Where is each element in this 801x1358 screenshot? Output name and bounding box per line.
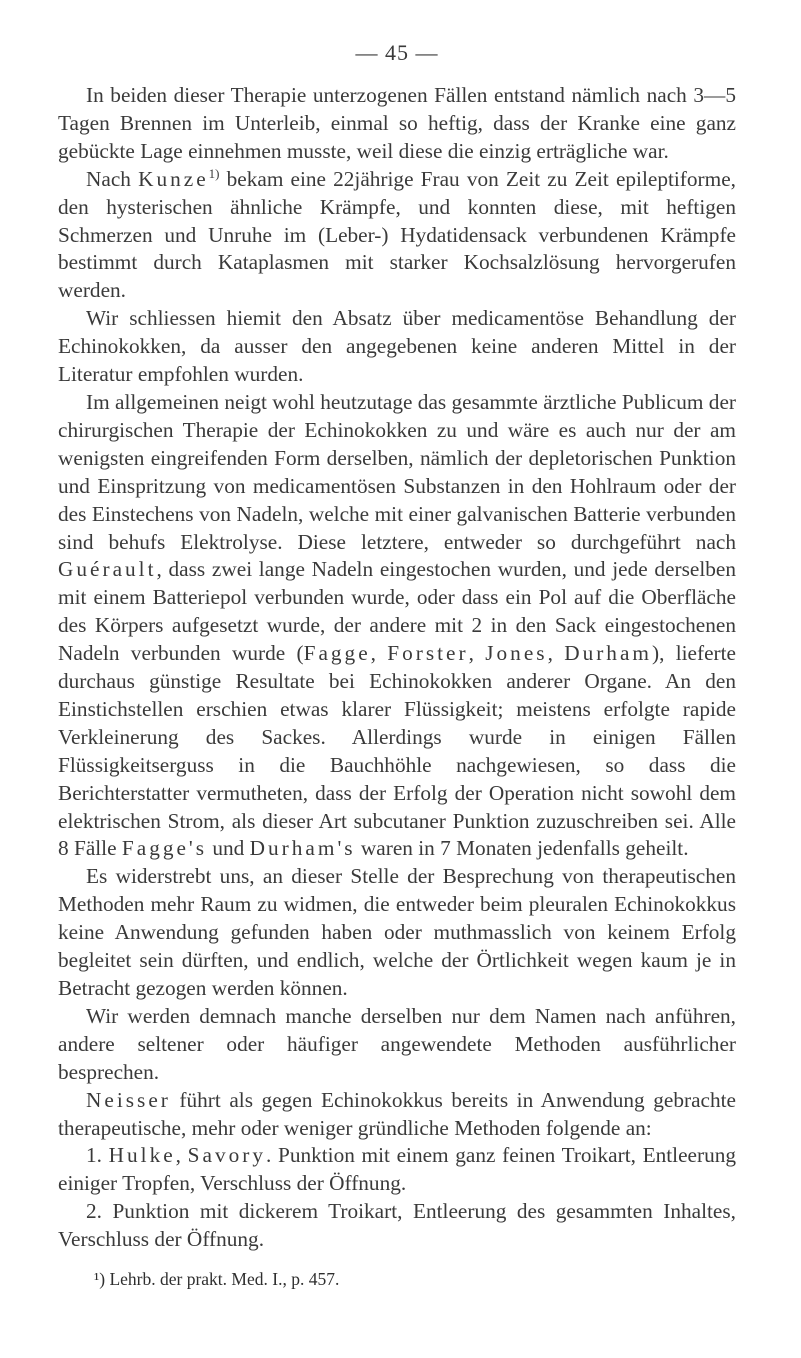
- author-name-fagge-possessive: Fagge's: [121, 836, 208, 861]
- paragraph-3: Wir schliessen hiemit den Absatz über medicamentöse Behandlung der Echinokokken, da ausser den angegebenen keine anderen Mittel in der Literatur empfohlen wurden.: [58, 306, 736, 387]
- paragraph-7: [58, 1087, 736, 1143]
- author-name-jones: Jones: [485, 641, 548, 666]
- footnote: [94, 1268, 736, 1290]
- author-name-forster: Forster: [387, 641, 469, 666]
- text-run: . Punktion mit einem ganz feinen Troikart, Entleerung einiger Tropfen, Verschluss der Öffnung.: [58, 1143, 737, 1196]
- text-run: und: [207, 836, 250, 861]
- text-run: ,: [370, 641, 388, 666]
- text-run: ,: [175, 1143, 188, 1168]
- list-number: 1.: [86, 1143, 109, 1168]
- text-run: ,: [547, 641, 565, 666]
- paragraph-1: In beiden dieser Therapie unterzogenen Fällen entstand nämlich nach 3—5 Tagen Brennen im Unterleib, einmal so heftig, dass der Kranke eine ganz gebückte Lage einnehmen musste, weil diese die einzig erträgliche war.: [58, 83, 736, 163]
- author-name-durham: Durham: [564, 641, 652, 666]
- footnote-marker: ¹): [94, 1269, 106, 1290]
- author-name-neisser: Neisser: [86, 1087, 171, 1112]
- text-run: , dass zwei lange Nadeln eingestochen wurden, und jede derselben mit einem Batteriepol verbunden wurde, oder dass ein Pol auf die Oberfläche des Körpers aufgesetzt wurde, der andere mit 2 in den Sack eingestochenen Nadeln verbunden wurde (: [58, 557, 736, 666]
- footnote-ref: 1): [208, 165, 220, 181]
- list-item-1: [58, 1142, 736, 1198]
- author-name-hulke: Hulke: [108, 1143, 176, 1168]
- page-number: — 45 —: [355, 40, 439, 65]
- body-text: [58, 82, 736, 1254]
- paragraph-5: Es widerstrebt uns, an dieser Stelle der Besprechung von therapeutischen Methoden mehr Raum zu widmen, die entweder beim pleuralen Echinokokkus keine Anwendung gefunden haben oder muthmasslich von keinem Erfolg begleitet sein dürften, und endlich, welche der Örtlichkeit wegen kaum je in Betracht gezogen werden können.: [58, 864, 736, 1000]
- author-name-guerault: Guérault: [58, 557, 157, 582]
- text-run: führt als gegen Echinokokkus bereits in Anwendung gebrachte therapeutische, mehr oder weniger gründliche Methoden folgende an:: [58, 1087, 736, 1140]
- text-run: Nach: [86, 166, 139, 191]
- footnote-text: Lehrb. der prakt. Med. I., p. 457.: [105, 1269, 340, 1290]
- paragraph-4: [58, 389, 736, 863]
- author-name-savory: Savory: [187, 1143, 266, 1168]
- author-name-fagge: Fagge: [303, 641, 371, 666]
- book-page: [58, 40, 736, 1290]
- paragraph-2: [58, 166, 736, 306]
- paragraph-6: Wir werden demnach manche derselben nur dem Namen nach anführen, andere seltener oder häufiger angewendete Methoden ausführlicher besprechen.: [58, 1003, 736, 1084]
- text-run: waren in 7 Monaten jedenfalls geheilt.: [355, 836, 689, 861]
- author-name-durham-possessive: Durham's: [249, 836, 356, 861]
- text-run: ), lieferte durchaus günstige Resultate bei Echinokokken anderer Organe. An den Einstichstellen erschien etwas klarer Flüssigkeit; meistens erfolgte rapide Verkleinerung des Sackes. Allerdings wurde in einigen Fällen Flüssigkeitserguss in die Bauchhöhle nachgewiesen, so dass die Berichterstatter vermutheten, dass der Erfolg der Operation nicht sowohl dem elektrischen Strom, als dieser Art subcutaner Punktion zuzuschreiben sei. Alle 8 Fälle: [58, 641, 736, 861]
- text-run: bekam eine 22jährige Frau von Zeit zu Zeit epileptiforme, den hysterischen ähnliche Krämpfe, und konnten diese, mit heftigen Schmerzen und Unruhe im (Leber-) Hydatidensack verbundenen Krämpfe bestimmt durch Kataplasmen mit starker Kochsalzlösung hervorgerufen werden.: [58, 166, 736, 303]
- text-run: ,: [468, 641, 486, 666]
- author-name-kunze: Kunze: [138, 166, 209, 191]
- text-run: Im allgemeinen neigt wohl heutzutage das gesammte ärztliche Publicum der chirurgischen Therapie der Echinokokken zu und wäre es auch nur der am wenigsten eingreifenden Form derselben, nämlich der depletorischen Punktion und Einspritzung von medicamentösen Substanzen in den Hohlraum oder der des Einstechens von Nadeln, welche mit einer galvanischen Batterie verbunden sind behufs Elektrolyse. Diese letztere, entweder so durchgeführt nach: [58, 389, 736, 554]
- list-item-2: 2. Punktion mit dickerem Troikart, Entleerung des gesammten Inhaltes, Verschluss der Öffnung.: [58, 1199, 736, 1252]
